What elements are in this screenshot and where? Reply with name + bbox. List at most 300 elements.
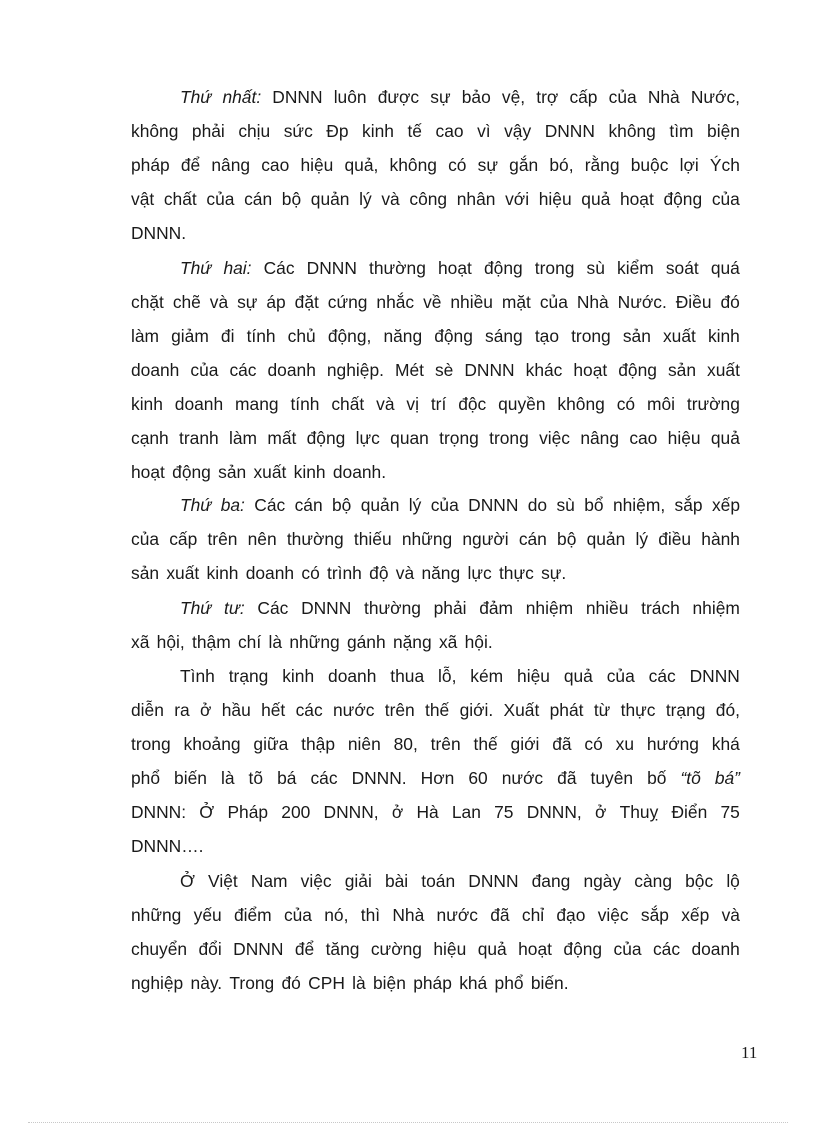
word: Đp — [326, 121, 349, 141]
word: hoạt — [619, 189, 654, 209]
text-line — [131, 188, 740, 210]
word: Nước. — [617, 292, 667, 312]
word: từ — [593, 700, 611, 720]
word: Lan — [451, 802, 481, 822]
text-line — [131, 733, 740, 755]
word: là — [220, 768, 235, 788]
word: trạng — [665, 700, 706, 720]
word: Ở — [199, 802, 215, 822]
italic-word: nhất: — [222, 87, 262, 107]
word: doanh. — [332, 462, 387, 482]
word: lý — [635, 529, 649, 549]
word: môi — [646, 394, 675, 414]
text-line — [131, 767, 740, 789]
word: quả — [563, 666, 593, 686]
word: cán — [294, 495, 323, 515]
word: DNNN — [689, 666, 740, 686]
word: giới. — [459, 700, 494, 720]
word: nhân — [456, 189, 496, 209]
word: chủ — [287, 326, 316, 346]
word: của — [190, 360, 219, 380]
text-line — [131, 461, 393, 483]
word: bộ — [281, 189, 302, 209]
word: Nhà — [576, 292, 609, 312]
word: xếp — [711, 495, 740, 515]
text-line — [180, 870, 740, 892]
word: trọng — [439, 428, 479, 448]
word: Các — [254, 495, 286, 515]
word: sản — [218, 462, 247, 482]
text-line — [131, 427, 740, 449]
word: quan — [390, 428, 429, 448]
word: xuất — [707, 360, 740, 380]
word: nước — [436, 905, 478, 925]
italic-word: ba: — [220, 495, 245, 515]
word: thường — [286, 529, 344, 549]
word: ngày — [583, 871, 622, 891]
word: nhiệm, — [612, 495, 666, 515]
word: DNNN — [468, 495, 519, 515]
word: năng — [383, 326, 423, 346]
word: đó — [720, 292, 740, 312]
word: Các — [263, 258, 295, 278]
word: của — [206, 189, 235, 209]
text-line — [131, 291, 740, 313]
word: kinh — [131, 394, 163, 414]
text-line — [180, 597, 740, 619]
word: và — [721, 905, 740, 925]
word: không — [389, 155, 437, 175]
word: cứng — [327, 292, 368, 312]
word: bộc — [685, 871, 714, 891]
word: có — [616, 394, 636, 414]
word: nâng — [211, 155, 251, 175]
word: doanh — [245, 563, 295, 583]
word: khác — [525, 360, 563, 380]
text-line — [131, 562, 574, 584]
word: được — [377, 87, 420, 107]
word: hiệu — [300, 155, 334, 175]
word: buộc — [630, 155, 669, 175]
word: thế — [425, 700, 450, 720]
word: tuyên — [590, 768, 634, 788]
word: sù — [556, 495, 575, 515]
word: bài — [384, 871, 409, 891]
word: thua — [390, 666, 425, 686]
word: trên — [384, 700, 415, 720]
word: DNNN — [468, 871, 519, 891]
word: hoạt — [438, 258, 472, 278]
word: lộ — [726, 871, 740, 891]
word: tăng — [325, 939, 360, 959]
word: các — [295, 700, 323, 720]
word: DNNN — [233, 939, 284, 959]
word: nghiệp — [131, 973, 184, 993]
word: phát — [549, 700, 584, 720]
word: nghiệp. — [326, 360, 384, 380]
word: lỗ, — [438, 666, 457, 686]
word: DNNN, — [526, 802, 582, 822]
word: DNNN. — [351, 768, 407, 788]
word: bộ — [557, 529, 577, 549]
word: của — [613, 939, 642, 959]
word: xuất — [662, 326, 696, 346]
word: bó, — [549, 155, 574, 175]
italic-word: “tõ — [680, 768, 701, 788]
word: sản — [667, 360, 697, 380]
word: thiếu — [353, 529, 392, 549]
word: có — [584, 734, 603, 754]
text-line — [131, 120, 740, 142]
word: những — [131, 905, 182, 925]
word: DNNN: — [131, 802, 187, 822]
word: đã — [552, 734, 572, 754]
word: thường — [364, 598, 421, 618]
word: DNNN — [272, 87, 323, 107]
word: Hơn — [420, 768, 455, 788]
word: hết — [261, 700, 286, 720]
word: doanh — [131, 360, 180, 380]
word: phổ — [494, 973, 524, 993]
word: các — [229, 360, 257, 380]
text-line — [131, 325, 740, 347]
word: kinh — [362, 121, 394, 141]
word: bố — [647, 768, 667, 788]
word: giới — [510, 734, 540, 754]
word: kinh — [707, 326, 740, 346]
word: hiệu — [538, 189, 572, 209]
word: nhắc — [376, 292, 415, 312]
word: cấp — [569, 87, 598, 107]
word: kiểm — [617, 258, 654, 278]
word: của — [539, 292, 568, 312]
word: có — [448, 155, 467, 175]
word: là — [352, 973, 366, 993]
word: bá — [277, 768, 297, 788]
word: không — [608, 121, 656, 141]
word: làm — [228, 428, 258, 448]
word: hoạt — [573, 360, 608, 380]
word: 200 — [281, 802, 311, 822]
word: đi — [220, 326, 235, 346]
word: DNNN, — [323, 802, 379, 822]
word: đang — [531, 871, 571, 891]
italic-word: Thứ — [180, 258, 212, 278]
word: trong — [571, 326, 611, 346]
word: xu — [615, 734, 635, 754]
text-line — [131, 528, 740, 550]
word: soát — [665, 258, 699, 278]
word: chất — [331, 394, 365, 414]
word: biến — [174, 768, 207, 788]
word: cạnh — [131, 428, 169, 448]
word: phổ — [131, 768, 161, 788]
word: Điển — [671, 802, 708, 822]
word: thậm — [192, 632, 231, 652]
word: DNNN. — [131, 223, 187, 243]
word: xã — [438, 632, 458, 652]
word: biện — [707, 121, 740, 141]
word: quản — [586, 529, 626, 549]
word: độ — [369, 563, 389, 583]
word: nâng — [580, 428, 619, 448]
word: thực — [498, 563, 534, 583]
word: do — [527, 495, 548, 515]
italic-word: Thứ — [180, 598, 212, 618]
text-line — [131, 154, 740, 176]
word: những — [289, 632, 340, 652]
word: đó — [281, 973, 301, 993]
word: Trong — [229, 973, 275, 993]
word: giữa — [253, 734, 289, 754]
word: động — [434, 326, 473, 346]
word: Xuất — [503, 700, 540, 720]
italic-word: bá” — [714, 768, 740, 788]
word: quản — [310, 189, 350, 209]
word: 75 — [494, 802, 514, 822]
word: sắp — [640, 905, 669, 925]
word: đó, — [715, 700, 740, 720]
word: sù — [586, 258, 605, 278]
word: động — [306, 428, 346, 448]
word: thế — [473, 734, 498, 754]
word: xuất — [253, 462, 287, 482]
word: yếu — [193, 905, 222, 925]
word: Các — [257, 598, 289, 618]
italic-word: hai: — [223, 258, 252, 278]
word: sáng — [485, 326, 523, 346]
text-line — [180, 86, 740, 108]
word: khá — [459, 973, 488, 993]
word: chí — [237, 632, 262, 652]
word: giải — [344, 871, 372, 891]
word: người — [462, 529, 509, 549]
word: sắp — [674, 495, 703, 515]
word: chất — [163, 189, 197, 209]
word: hiệu — [517, 666, 550, 686]
word: chịu — [238, 121, 271, 141]
word: độc — [458, 394, 487, 414]
text-line — [180, 494, 740, 516]
word: thực — [620, 700, 656, 720]
word: tõ — [248, 768, 264, 788]
word: lực — [467, 563, 492, 583]
word: lý — [408, 495, 422, 515]
word: của — [711, 189, 740, 209]
word: và — [381, 189, 400, 209]
word: 80, — [393, 734, 418, 754]
word: gánh — [346, 632, 386, 652]
word: trình — [327, 563, 362, 583]
text-line — [131, 359, 740, 381]
word: động — [563, 939, 603, 959]
word: là — [268, 632, 283, 652]
word: tìm — [669, 121, 694, 141]
word: trợ — [536, 87, 559, 107]
word: nhiều — [450, 292, 493, 312]
word: cấp — [169, 529, 198, 549]
word: DNNN — [464, 360, 515, 380]
word: luôn — [333, 87, 367, 107]
word: việc — [300, 871, 332, 891]
word: cao — [435, 121, 464, 141]
word: vì — [477, 121, 491, 141]
word: vật — [131, 189, 155, 209]
word: động — [618, 360, 657, 380]
word: để — [180, 155, 201, 175]
word: cao — [629, 428, 658, 448]
word: và — [395, 563, 415, 583]
word: công — [409, 189, 448, 209]
word: vị — [406, 394, 419, 414]
text-line — [131, 222, 193, 244]
word: hành — [701, 529, 740, 549]
word: kinh — [206, 563, 239, 583]
word: kinh — [282, 666, 315, 686]
word: trạng — [228, 666, 269, 686]
word: phải — [191, 121, 225, 141]
word: chẽ — [172, 292, 201, 312]
word: Ých — [709, 155, 740, 175]
text-line — [131, 835, 211, 857]
text-line — [131, 631, 500, 653]
word: DNNN — [306, 258, 357, 278]
word: động, — [327, 326, 372, 346]
word: mất — [267, 428, 297, 448]
word: sản — [622, 326, 651, 346]
word: sự — [430, 87, 451, 107]
word: của — [606, 666, 635, 686]
word: thì — [360, 905, 381, 925]
word: niên — [347, 734, 381, 754]
word: ở — [391, 802, 404, 822]
word: nước — [333, 700, 375, 720]
word: lý — [359, 189, 372, 209]
italic-word: tư: — [224, 598, 245, 618]
word: quả — [710, 428, 740, 448]
word: sự — [477, 155, 498, 175]
word: nhiệm — [525, 598, 574, 618]
word: các — [648, 666, 676, 686]
word: nặng — [392, 632, 432, 652]
word: tính — [290, 394, 320, 414]
word: xếp — [681, 905, 710, 925]
word: Nam — [250, 871, 288, 891]
text-line — [131, 972, 576, 994]
word: tranh — [179, 428, 219, 448]
word: toán — [421, 871, 456, 891]
word: khá — [711, 734, 740, 754]
word: đảm — [479, 598, 514, 618]
word: trong — [131, 734, 171, 754]
word: hội, — [156, 632, 185, 652]
word: điều — [658, 529, 692, 549]
word: của — [608, 87, 637, 107]
word: sè — [434, 360, 454, 380]
word: của — [131, 529, 160, 549]
word: động — [663, 189, 703, 209]
word: nó, — [324, 905, 349, 925]
word: cao — [261, 155, 290, 175]
word: trong — [534, 258, 575, 278]
word: hoạt — [131, 462, 165, 482]
word: DNNN — [544, 121, 595, 141]
word: Điều — [675, 292, 712, 312]
italic-word: Thứ — [180, 495, 212, 515]
word: Mét — [394, 360, 424, 380]
word: quả — [581, 189, 611, 209]
word: trên — [207, 529, 238, 549]
word: nước — [501, 768, 544, 788]
word: xuất — [166, 563, 200, 583]
word: sản — [131, 563, 160, 583]
word: bổ — [584, 495, 604, 515]
word: không — [557, 394, 605, 414]
word: xã — [131, 632, 150, 652]
word: nên — [247, 529, 277, 549]
text-line — [131, 904, 740, 926]
word: thập — [301, 734, 335, 754]
word: động — [483, 258, 523, 278]
word: phải — [433, 598, 467, 618]
word: đã — [490, 905, 510, 925]
page-number: 11 — [741, 1043, 758, 1062]
word: DNNN — [301, 598, 352, 618]
word: tạo — [534, 326, 559, 346]
text-line — [180, 665, 740, 687]
word: các — [310, 768, 338, 788]
word: việc — [539, 428, 570, 448]
word: giảm — [171, 326, 209, 346]
word: Thuỵ — [619, 802, 659, 822]
word: càng — [634, 871, 673, 891]
word: nhiệm — [692, 598, 740, 618]
word: pháp — [413, 973, 452, 993]
word: năng — [421, 563, 461, 583]
word: và — [209, 292, 229, 312]
word: mang — [235, 394, 279, 414]
word: để — [294, 939, 315, 959]
word: việc — [597, 905, 629, 925]
word: ra — [174, 700, 190, 720]
word: lợi — [679, 155, 699, 175]
word: doanh — [328, 666, 377, 686]
text-line — [131, 801, 740, 823]
word: Hà — [416, 802, 439, 822]
word: trí — [430, 394, 447, 414]
word: doanh — [174, 394, 224, 414]
text-line — [180, 257, 740, 279]
text-line — [131, 699, 740, 721]
word: DNNN…. — [131, 836, 204, 856]
word: chặt — [131, 292, 164, 312]
word: lực — [355, 428, 380, 448]
word: sức — [283, 121, 313, 141]
word: doanh — [691, 939, 740, 959]
word: rằng — [584, 155, 620, 175]
word: bộ — [332, 495, 352, 515]
word: áp — [266, 292, 286, 312]
word: đổi — [198, 939, 222, 959]
word: Nhà — [647, 87, 680, 107]
word: của — [430, 495, 459, 515]
word: ở — [200, 700, 212, 720]
word: này. — [190, 973, 223, 993]
word: làm — [131, 326, 160, 346]
word: cường — [370, 939, 422, 959]
word: các — [652, 939, 681, 959]
word: những — [401, 529, 453, 549]
